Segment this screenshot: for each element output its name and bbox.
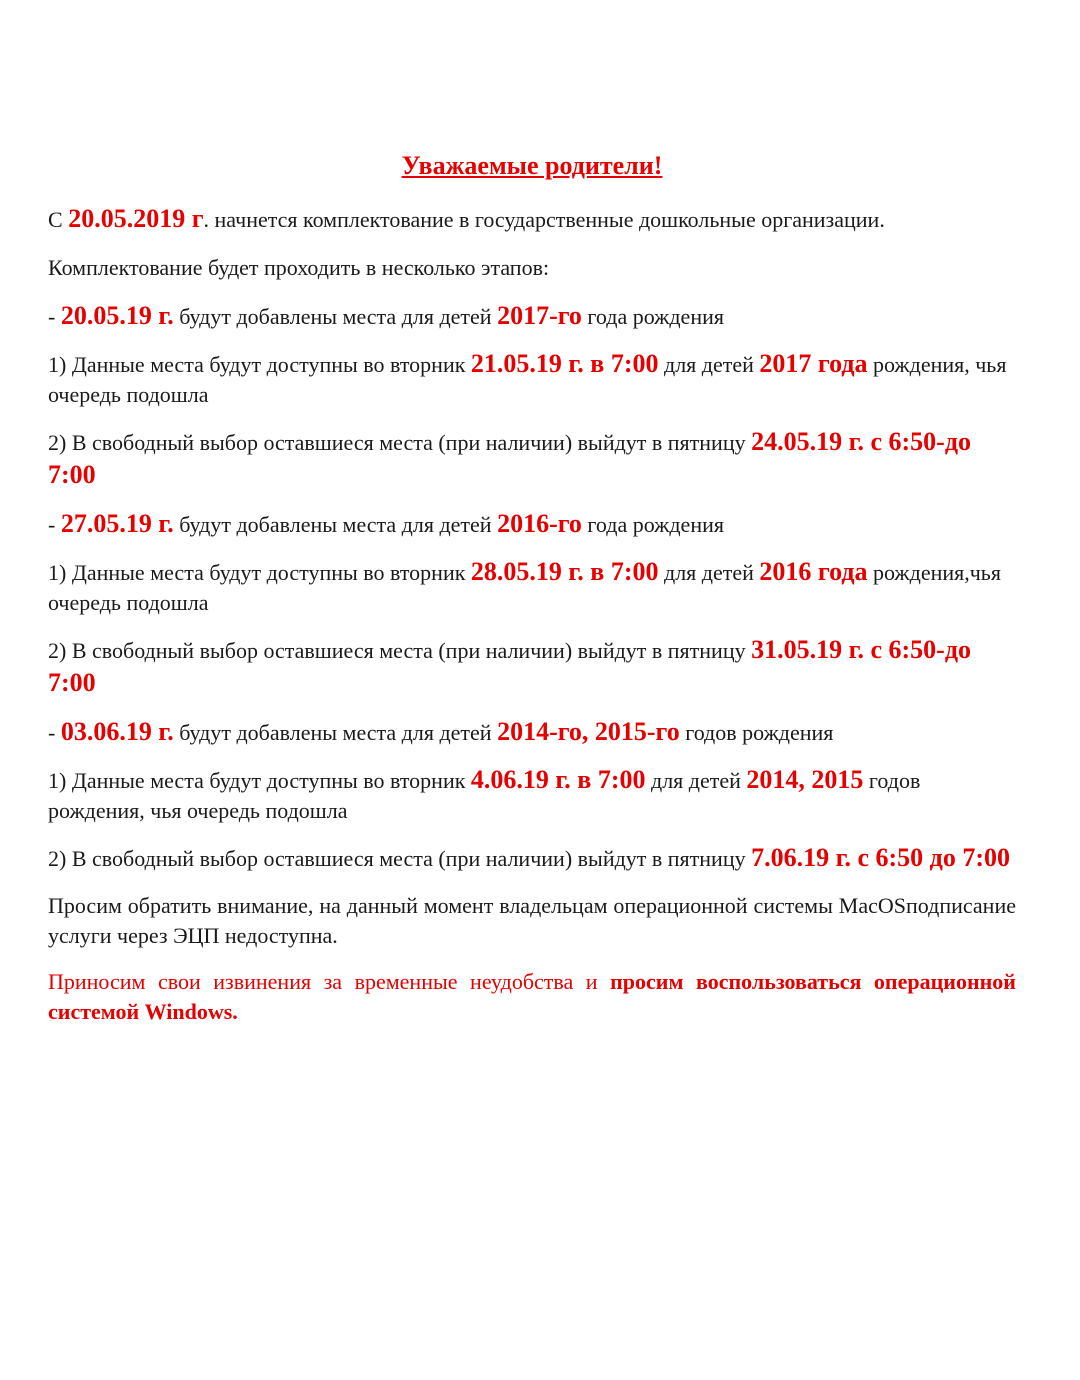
stage-dash: -	[48, 512, 61, 538]
stage-date: 27.05.19 г.	[60, 509, 174, 539]
item-when: 7.06.19 г. с 6:50 до 7:00	[751, 843, 1010, 873]
page-title: Уважаемые родители!	[401, 151, 663, 180]
stage-text: будут добавлены места для детей	[173, 512, 498, 538]
stage-3-item-2	[48, 842, 1016, 875]
stage-1-header	[48, 300, 1016, 333]
item-when: 28.05.19 г. в 7:00	[470, 557, 659, 587]
stage-dash: -	[48, 720, 61, 746]
item-text-end: рождения,чья очередь подошла	[48, 560, 1001, 616]
stages-intro: Комплектование будет проходить в несколько этапов:	[48, 255, 550, 281]
stage-years: 2014-го, 2015-го	[497, 717, 680, 747]
stage-date: 03.06.19 г.	[60, 717, 174, 747]
stage-text: будут добавлены места для детей	[173, 304, 498, 330]
stage-years: 2016-го	[497, 509, 582, 539]
apology-bold-text: просим воспользоваться операционной системой Windows.	[48, 969, 1016, 1025]
item-years: 2014, 2015	[746, 765, 864, 795]
item-when: 31.05.19 г. с 6:50-до 7:00	[48, 635, 971, 698]
item-text-mid: для детей	[645, 768, 747, 794]
stage-text-end: года рождения	[581, 512, 724, 538]
stage-text-end: годов рождения	[679, 720, 834, 746]
macos-notice: Просим обратить внимание, на данный момент владельцам операционной системы MacOSподписание услуги через ЭЦП недоступна.	[48, 893, 1016, 949]
stage-3-header	[48, 716, 1016, 749]
stage-2-header	[48, 508, 1016, 541]
document-page	[48, 150, 1016, 1027]
intro-paragraph	[48, 203, 1016, 236]
item-years: 2016 года	[759, 557, 868, 587]
item-text-mid: для детей	[658, 560, 760, 586]
item-text: 2) В свободный выбор оставшиеся места (при наличии) выйдут в пятницу	[48, 638, 752, 664]
stage-3-item-1	[48, 765, 1016, 826]
intro-text-end: . начнется комплектование в государственные дошкольные организации.	[203, 207, 885, 233]
stage-1-item-1	[48, 349, 1016, 410]
item-text: 1) Данные места будут доступны во вторник	[48, 768, 471, 794]
item-text: 1) Данные места будут доступны во вторник	[48, 352, 471, 378]
item-text-end: годов рождения, чья очередь подошла	[48, 768, 921, 824]
item-text-mid: для детей	[658, 352, 760, 378]
item-years: 2017 года	[759, 349, 868, 379]
stage-text-end: года рождения	[581, 304, 724, 330]
stage-years: 2017-го	[497, 301, 582, 331]
stage-text: будут добавлены места для детей	[173, 720, 498, 746]
stage-2-item-2	[48, 634, 1016, 700]
item-when: 24.05.19 г. с 6:50-до 7:00	[48, 427, 971, 490]
item-text: 1) Данные места будут доступны во вторник	[48, 560, 471, 586]
stage-dash: -	[48, 304, 61, 330]
item-text: 2) В свободный выбор оставшиеся места (при наличии) выйдут в пятницу	[48, 846, 752, 872]
item-text: 2) В свободный выбор оставшиеся места (при наличии) выйдут в пятницу	[48, 430, 752, 456]
apology-text: Приносим свои извинения за временные неудобства и	[48, 969, 611, 995]
intro-date: 20.05.2019 г	[68, 204, 204, 234]
apology-paragraph	[48, 967, 1016, 1027]
intro-text-start: С	[48, 207, 69, 233]
item-when: 21.05.19 г. в 7:00	[470, 349, 659, 379]
stage-date: 20.05.19 г.	[60, 301, 174, 331]
stage-2-item-1	[48, 557, 1016, 618]
item-when: 4.06.19 г. в 7:00	[470, 765, 646, 795]
stage-1-item-2	[48, 426, 1016, 492]
item-text-end: рождения, чья очередь подошла	[48, 352, 1007, 408]
